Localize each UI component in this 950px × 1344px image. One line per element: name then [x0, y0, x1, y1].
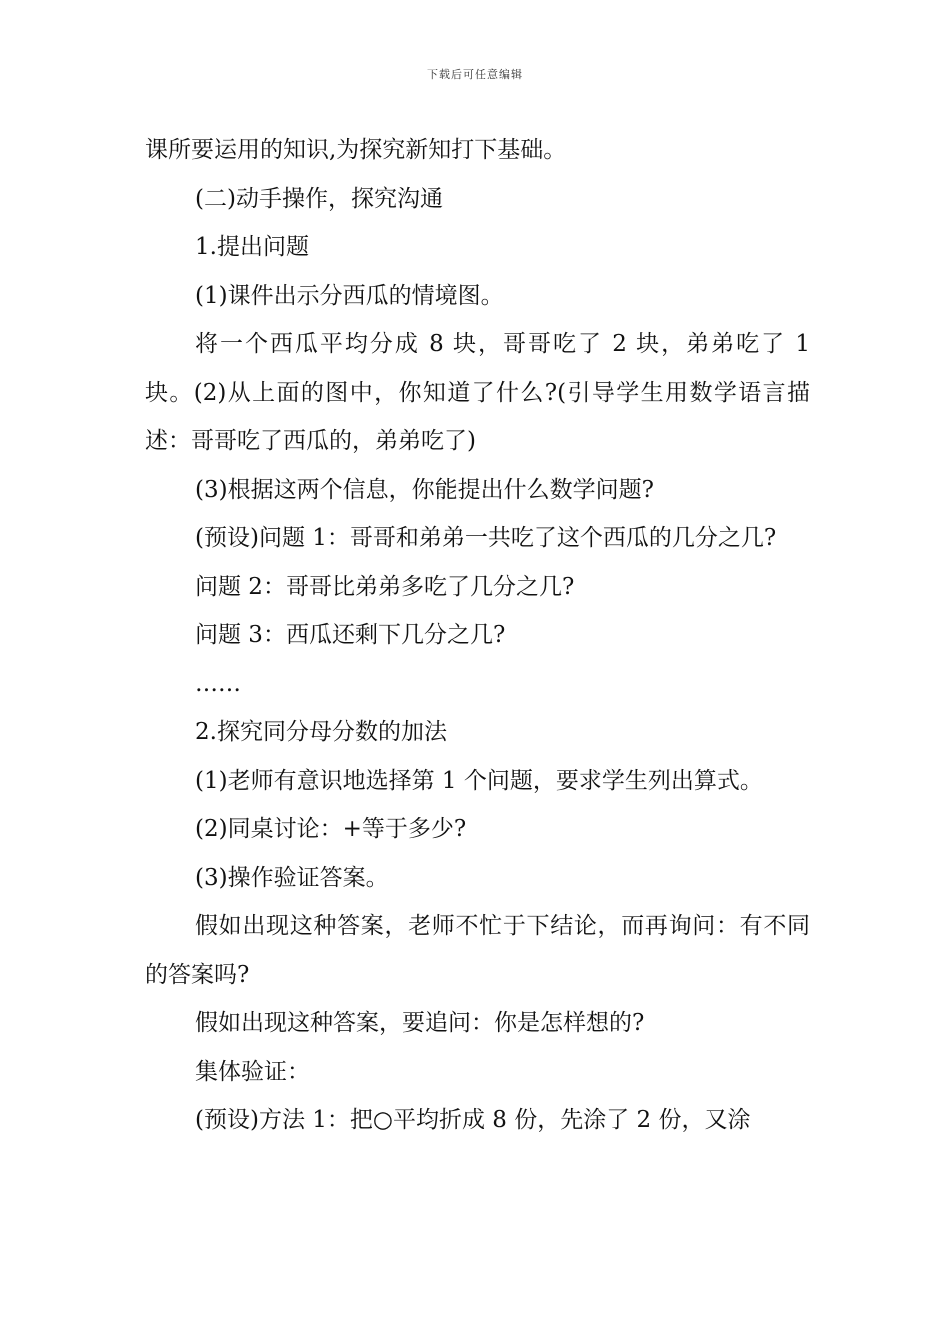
paragraph-question-3: 问题 3：西瓜还剩下几分之几? — [195, 622, 506, 648]
paragraph-1: 课所要运用的知识,为探究新知打下基础。 — [145, 137, 567, 163]
document-body — [145, 126, 810, 1145]
paragraph-step-b: (2)同桌讨论：+等于多少? — [195, 816, 467, 842]
page-header: 下载后可任意编辑 — [427, 68, 523, 81]
paragraph-question-2: 问题 2：哥哥比弟弟多吃了几分之几? — [195, 573, 575, 600]
paragraph-question-1: (预设)问题 1：哥哥和弟弟一共吃了这个西瓜的几分之几? — [195, 525, 777, 551]
paragraph-verify: 集体验证： — [195, 1058, 310, 1085]
paragraph-answer-1: 假如出现这种答案，老师不忙于下结论，而再询问：有不同的答案吗? — [145, 913, 810, 988]
paragraph-step-3: (3)根据这两个信息，你能提出什么数学问题? — [195, 476, 654, 503]
paragraph-ellipsis: …… — [195, 670, 241, 697]
subsection-heading-2: 2.探究同分母分数的加法 — [195, 719, 447, 745]
paragraph-method-1: (预设)方法 1：把○平均折成 8 份，先涂了 2 份，又涂 — [195, 1107, 751, 1133]
paragraph-step-1: (1)课件出示分西瓜的情境图。 — [195, 282, 504, 309]
paragraph-step-a: (1)老师有意识地选择第 1 个问题，要求学生列出算式。 — [195, 767, 763, 794]
paragraph-scenario: 将一个西瓜平均分成 8 块，哥哥吃了 2 块，弟弟吃了 1 块。(2)从上面的图中，你知道了什么?(引导学生用数学语言描述：哥哥吃了西瓜的，弟弟吃了) — [145, 331, 810, 454]
section-heading: (二)动手操作，探究沟通 — [195, 185, 443, 212]
paragraph-answer-2: 假如出现这种答案，要追问：你是怎样想的? — [195, 1010, 645, 1036]
paragraph-step-c: (3)操作验证答案。 — [195, 864, 389, 891]
subsection-heading-1: 1.提出问题 — [195, 234, 309, 260]
